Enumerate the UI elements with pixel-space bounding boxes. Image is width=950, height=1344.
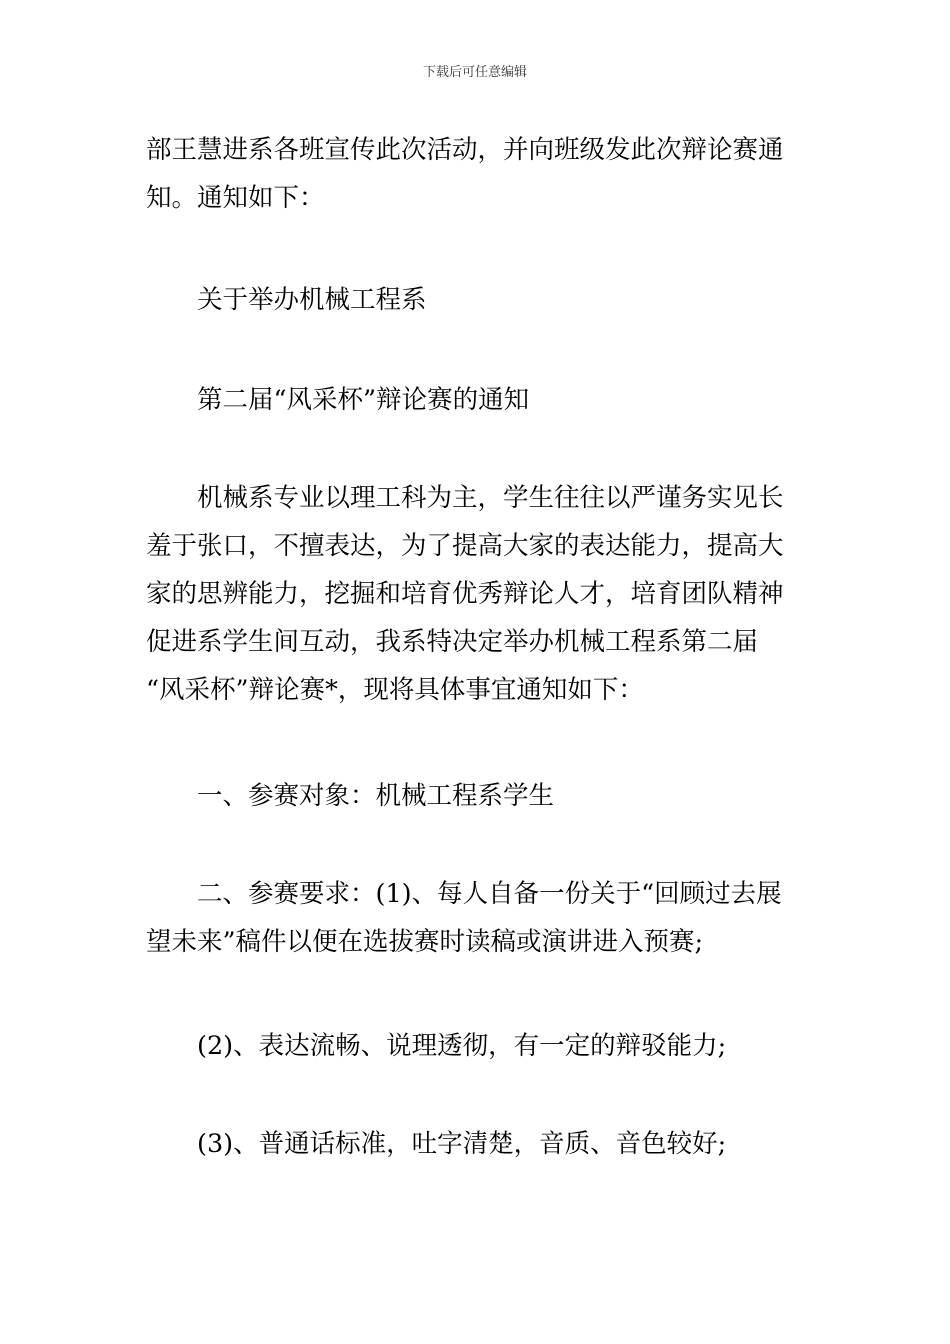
text-line: 一、参赛对象：机械工程系学生	[146, 781, 555, 811]
text-line: 关于举办机械工程系	[146, 285, 427, 315]
notice-title-line-1	[146, 276, 808, 324]
text-line: “风采杯”辩论赛*，现将具体事宜通知如下：	[146, 675, 644, 705]
text-line: 促进系学生间互动，我系特决定举办机械工程系第二届	[146, 627, 759, 657]
page-header: 下载后可任意编辑	[422, 65, 527, 80]
text-line: (3)、普通话标准，吐字清楚，音质、音色较好;	[146, 1129, 727, 1159]
paragraph-purpose	[146, 474, 808, 714]
section-requirements	[146, 870, 808, 966]
text-line: 家的思辨能力，挖掘和培育优秀辩论人才，培育团队精神	[146, 579, 784, 609]
paragraph-intro-continuation	[146, 126, 808, 222]
text-line: 部王慧进系各班宣传此次活动，并向班级发此次辩论赛通	[146, 135, 784, 165]
requirement-item-2	[146, 1022, 808, 1070]
notice-title-line-2	[146, 376, 808, 424]
text-line: 望未来”稿件以便在选拔赛时读稿或演讲进入预赛;	[146, 927, 704, 957]
text-line: 二、参赛要求：(1)、每人自备一份关于“回顾过去展	[146, 879, 782, 909]
text-line: 知。通知如下：	[146, 183, 325, 213]
text-line: 羞于张口，不擅表达，为了提高大家的表达能力，提高大	[146, 531, 784, 561]
requirement-item-3	[146, 1120, 808, 1168]
text-line: (2)、表达流畅、说理透彻，有一定的辩驳能力;	[146, 1031, 727, 1061]
text-line: 机械系专业以理工科为主，学生往往以严谨务实见长	[146, 483, 784, 513]
text-line: 第二届“风采杯”辩论赛的通知	[146, 385, 530, 415]
section-participants	[146, 772, 808, 820]
